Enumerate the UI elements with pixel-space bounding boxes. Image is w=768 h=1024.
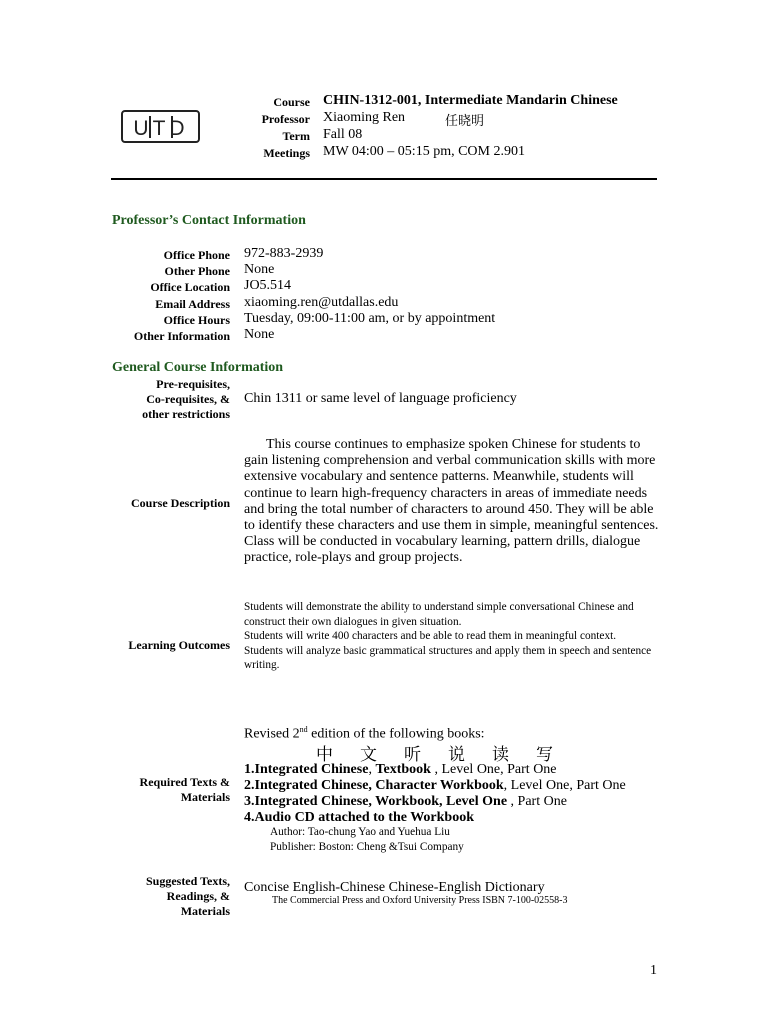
suggested-label-line3: Materials — [180, 904, 230, 918]
prereq-value: Chin 1311 or same level of language proficiency — [244, 391, 517, 406]
professor-chinese-name: 任晓明 — [445, 114, 485, 129]
other-information-value: None — [244, 327, 275, 342]
course-label: Course — [273, 95, 310, 109]
course-description-text: This course continues to emphasize spoken Chinese for students to gain listening comprehension and verbal communication skills with more extensive vocabulary and sentence patterns. Meanwhile, students will continue to learn high-frequency characters in areas of immediate needs and bring the total number of characters to around 450. They will be able to identify these characters and use them in simple, meaningful sentences. Class will be conducted in vocabulary learning, pattern drills, dialogue practice, role-plays and group projects. — [244, 437, 659, 566]
meetings-label: Meetings — [263, 146, 310, 160]
chinese-title-char: 读 — [492, 745, 509, 765]
other-phone-value: None — [244, 262, 275, 277]
office-phone-label: Office Phone — [163, 248, 230, 262]
course-description-label: Course Description — [131, 496, 230, 510]
suggested-label-line2: Readings, & — [166, 889, 230, 903]
professor-label: Professor — [261, 112, 310, 126]
learning-outcome-item: Students will write 400 characters and be able to read them in meaningful context. — [244, 630, 617, 643]
learning-outcome-item: Students will analyze basic grammatical structures and apply them in speech and sentence writing. — [244, 644, 652, 672]
suggested-label-line1: Suggested Texts, — [145, 874, 230, 888]
term-value: Fall 08 — [323, 127, 363, 142]
email-label: Email Address — [155, 297, 230, 311]
utd-logo — [121, 110, 200, 143]
required-item-4: 4.Audio CD attached to the Workbook — [244, 810, 474, 825]
other-information-label: Other Information — [133, 329, 230, 343]
course-value: CHIN-1312-001, Intermediate Mandarin Chinese — [323, 93, 618, 108]
utd-logo-text: UTD — [132, 116, 189, 140]
other-phone-label: Other Phone — [164, 264, 230, 278]
required-item-3: 3.Integrated Chinese, Workbook, Level One , Part One — [244, 794, 567, 809]
required-label-line1: Required Texts & — [139, 775, 230, 789]
required-label-line2: Materials — [180, 790, 230, 804]
office-location-value: JO5.514 — [244, 278, 292, 293]
chinese-title-char: 说 — [448, 745, 465, 765]
prereq-label-line1: Pre-requisites, — [156, 377, 230, 391]
required-item-2: 2.Integrated Chinese, Character Workbook, Level One, Part One — [244, 778, 626, 793]
chinese-title-char: 听 — [404, 745, 421, 765]
learning-outcomes-label: Learning Outcomes — [128, 638, 230, 652]
general-info-heading: General Course Information — [112, 360, 284, 375]
chinese-title-char: 文 — [360, 745, 377, 765]
suggested-title: Concise English-Chinese Chinese-English Dictionary — [244, 880, 545, 895]
prereq-label-line3: other restrictions — [142, 407, 230, 421]
header-divider — [111, 178, 657, 180]
learning-outcomes-list — [244, 600, 664, 673]
required-item-1: 1.Integrated Chinese, Textbook , Level One, Part One — [244, 762, 557, 777]
chinese-title-char: 中 — [316, 745, 333, 765]
page-number: 1 — [650, 963, 657, 978]
professor-name: Xiaoming Ren — [323, 110, 406, 125]
required-publisher: Publisher: Boston: Cheng &Tsui Company — [270, 841, 464, 853]
term-label: Term — [282, 129, 310, 143]
chinese-title-char: 写 — [536, 745, 553, 765]
office-phone-value: 972-883-2939 — [244, 246, 324, 261]
required-author: Author: Tao-chung Yao and Yuehua Liu — [270, 826, 450, 838]
learning-outcome-item: Students will demonstrate the ability to understand simple conversational Chinese and construct their own dialogues in given situation. — [244, 601, 634, 628]
office-hours-label: Office Hours — [163, 313, 230, 327]
office-hours-value: Tuesday, 09:00-11:00 am, or by appointment — [244, 311, 496, 326]
prereq-label-line2: Co-requisites, & — [146, 392, 230, 406]
email-value: xiaoming.ren@utdallas.edu — [244, 295, 399, 310]
utd-logo-mark — [125, 114, 197, 140]
office-location-label: Office Location — [150, 280, 230, 294]
contact-heading: Professor’s Contact Information — [112, 213, 306, 228]
required-intro: Revised 2nd edition of the following books: — [244, 725, 485, 742]
meetings-value: MW 04:00 – 05:15 pm, COM 2.901 — [323, 144, 525, 159]
suggested-publisher: The Commercial Press and Oxford University Press ISBN 7-100-02558-3 — [272, 895, 568, 906]
